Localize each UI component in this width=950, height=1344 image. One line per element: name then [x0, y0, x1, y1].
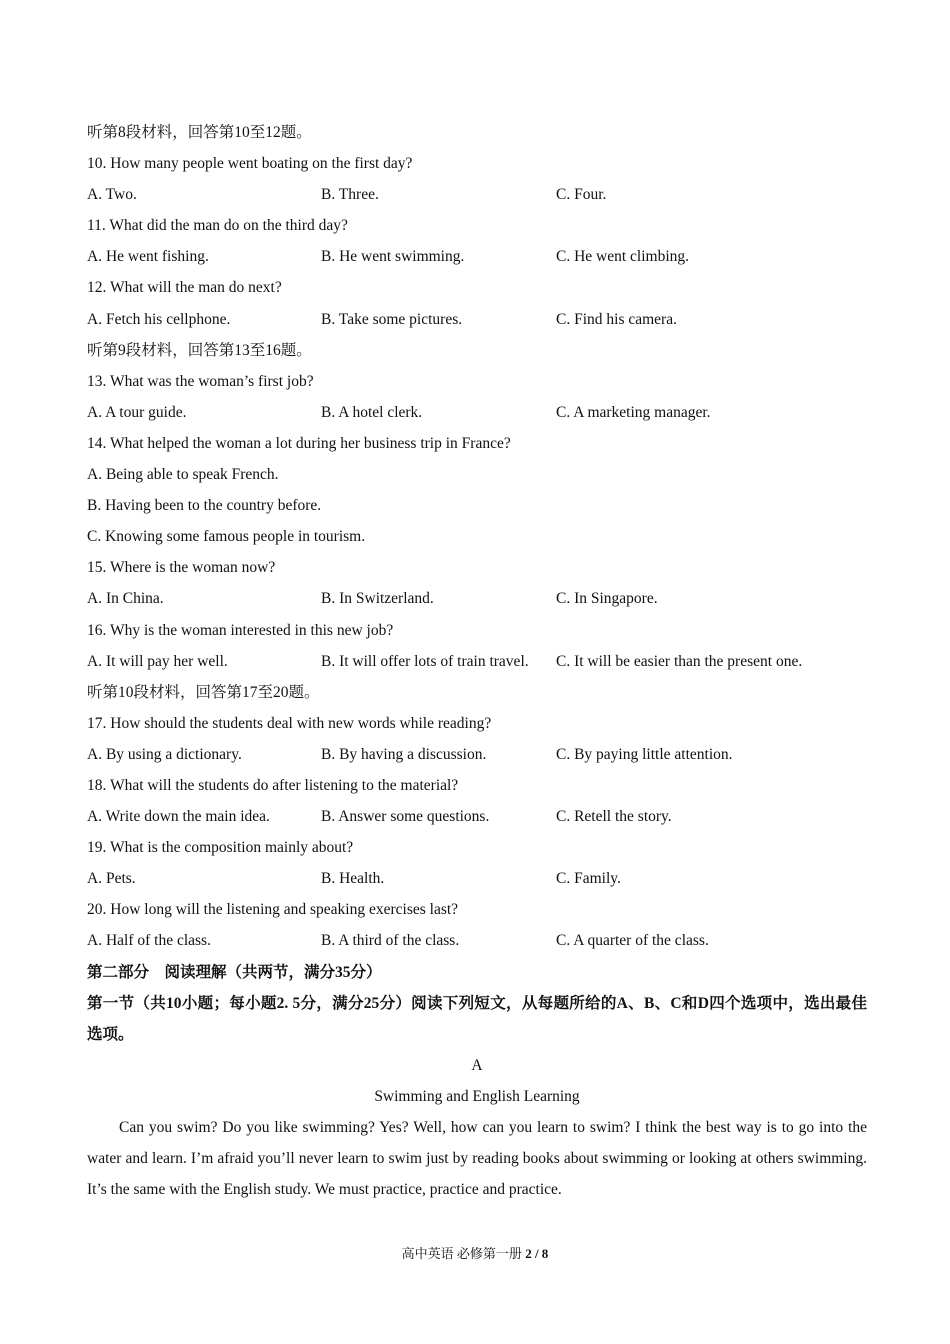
- option-b: B. He went swimming.: [321, 248, 465, 266]
- option-a: A. Fetch his cellphone.: [87, 310, 231, 328]
- option-a: A. Pets.: [87, 870, 136, 888]
- option-c: C. Four.: [556, 186, 607, 204]
- question-text: 19. What is the composition mainly about?: [87, 839, 354, 857]
- question-text: 15. Where is the woman now?: [87, 559, 276, 577]
- option-c: C. Family.: [556, 870, 621, 888]
- section-heading: 听第9段材料，回答第13至16题。: [87, 341, 312, 359]
- passage-paragraph: Can you swim? Do you like swimming? Yes? Well, how can you learn to swim? I think the best way is to go into the water and learn. I’m afraid you’ll never learn to swim just by reading books about swimming or looking at others swimming. It’s the same with the English study. We must practice, practice and practice.: [87, 1119, 867, 1199]
- question-text: 10. How many people went boating on the first day?: [87, 155, 413, 173]
- answer-options: [87, 925, 867, 956]
- question-text: B. Having been to the country before.: [87, 497, 322, 515]
- document-page: [87, 117, 867, 1205]
- question-text: 11. What did the man do on the third day?: [87, 217, 348, 235]
- answer-options: [87, 397, 867, 428]
- option-a: A. A tour guide.: [87, 403, 187, 421]
- section-heading: 听第8段材料，回答第10至12题。: [87, 124, 312, 141]
- option-c: C. A quarter of the class.: [556, 932, 709, 950]
- option-c: C. Find his camera.: [556, 310, 677, 328]
- option-c: C. In Singapore.: [556, 590, 658, 608]
- section-one-instructions: 第一节（共10小题；每小题2. 5分，满分25分）阅读下列短文，从每题所给的A、B、C和D四个选项中，选出最佳选项。: [87, 994, 867, 1043]
- option-a: A. By using a dictionary.: [87, 745, 242, 763]
- listening-questions: [87, 117, 867, 957]
- option-a: A. He went fishing.: [87, 248, 209, 266]
- answer-options: [87, 241, 867, 272]
- answer-options: [87, 179, 867, 210]
- option-c: C. Retell the story.: [556, 808, 672, 826]
- passage-title: Swimming and English Learning: [374, 1087, 580, 1105]
- option-c: C. By paying little attention.: [556, 745, 733, 763]
- section-heading: 听第10段材料，回答第17至20题。: [87, 683, 320, 701]
- answer-options: [87, 583, 867, 614]
- option-b: B. In Switzerland.: [321, 590, 434, 608]
- page-number: 2 / 8: [525, 1246, 549, 1261]
- answer-options: [87, 304, 867, 335]
- page-footer: [0, 1244, 950, 1264]
- option-a: A. Half of the class.: [87, 932, 211, 950]
- question-text: C. Knowing some famous people in tourism.: [87, 528, 366, 546]
- option-b: B. Take some pictures.: [321, 310, 463, 328]
- answer-options: [87, 646, 867, 677]
- option-b: B. Health.: [321, 870, 385, 888]
- option-a: A. It will pay her well.: [87, 652, 228, 670]
- option-b: B. It will offer lots of train travel.: [321, 652, 529, 670]
- question-text: 16. Why is the woman interested in this new job?: [87, 621, 394, 639]
- passage-letter: A: [471, 1056, 483, 1074]
- answer-options: [87, 863, 867, 894]
- answer-options: [87, 801, 867, 832]
- question-text: 13. What was the woman’s first job?: [87, 372, 314, 390]
- question-text: 18. What will the students do after listening to the material?: [87, 776, 459, 794]
- question-text: 20. How long will the listening and speaking exercises last?: [87, 901, 459, 919]
- option-a: A. Write down the main idea.: [87, 808, 270, 826]
- question-text: 12. What will the man do next?: [87, 279, 282, 297]
- question-text: 17. How should the students deal with new words while reading?: [87, 714, 492, 732]
- question-text: A. Being able to speak French.: [87, 466, 279, 484]
- option-c: C. It will be easier than the present one.: [556, 652, 803, 670]
- answer-options: [87, 739, 867, 770]
- option-b: B. A hotel clerk.: [321, 403, 423, 421]
- footer-label: 高中英语 必修第一册: [401, 1246, 522, 1261]
- option-b: B. Three.: [321, 186, 379, 204]
- question-text: 14. What helped the woman a lot during her business trip in France?: [87, 434, 511, 452]
- option-c: C. He went climbing.: [556, 248, 690, 266]
- option-a: A. In China.: [87, 590, 164, 608]
- part-two-title: 第二部分 阅读理解（共两节，满分35分）: [87, 963, 382, 981]
- option-a: A. Two.: [87, 186, 137, 204]
- option-c: C. A marketing manager.: [556, 403, 711, 421]
- option-b: B. A third of the class.: [321, 932, 460, 950]
- option-b: B. Answer some questions.: [321, 808, 490, 826]
- option-b: B. By having a discussion.: [321, 745, 487, 763]
